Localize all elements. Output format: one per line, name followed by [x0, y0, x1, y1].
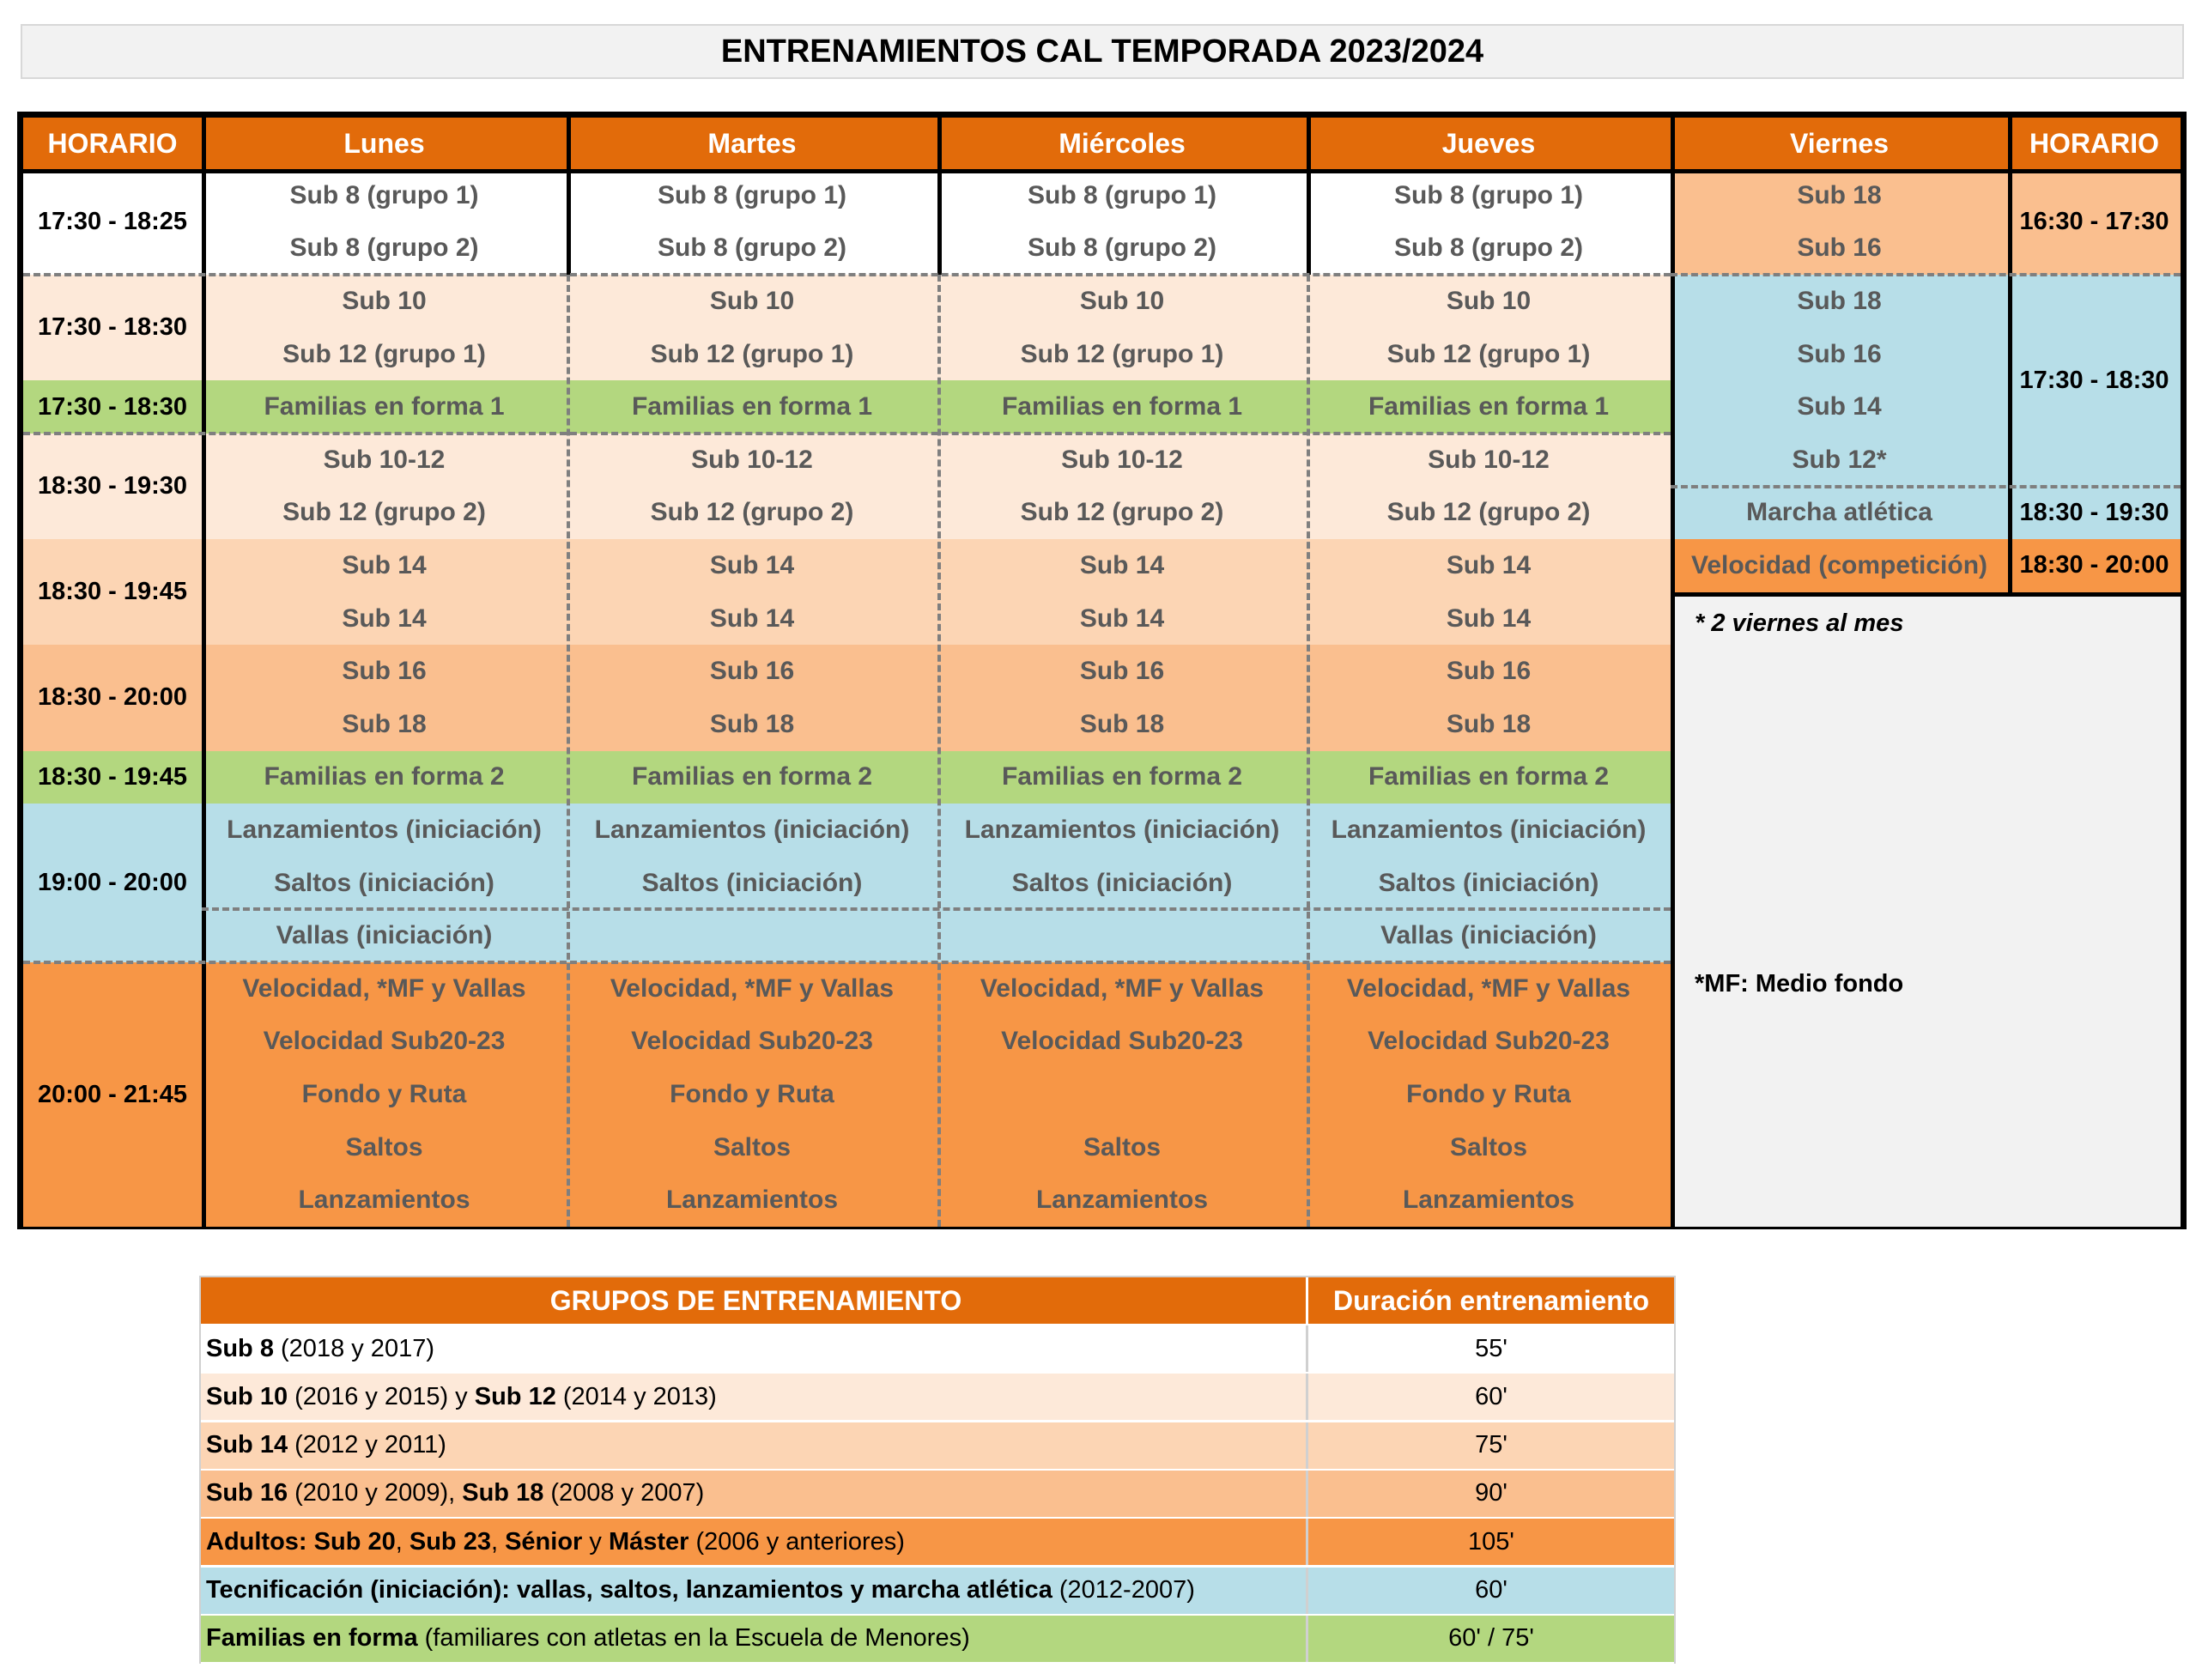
group-duration: 60' / 75': [1448, 1624, 1534, 1653]
class-cell-lunes: Sub 10-12: [202, 434, 567, 487]
group-years: y: [582, 1527, 609, 1556]
class-cell-viernes: Sub 18: [1671, 275, 2008, 328]
class-cell-viernes: Velocidad (competición): [1671, 539, 2008, 592]
class-cell-lunes: Fondo y Ruta: [202, 1068, 567, 1121]
grid-line: [1307, 169, 1311, 275]
header-lunes: Lunes: [202, 118, 567, 169]
class-cell-martes: Familias en forma 2: [567, 751, 937, 804]
time-slot-viernes: 17:30 - 18:30: [2008, 275, 2181, 486]
group-duration: 75': [1475, 1431, 1507, 1459]
group-name: [201, 1325, 1308, 1372]
group-label: Sénior: [505, 1527, 583, 1556]
group-duration: 105': [1468, 1527, 1514, 1556]
groups-row: [201, 1422, 1674, 1471]
group-label: Sub 14: [206, 1431, 288, 1459]
grid-line: [937, 118, 942, 169]
time-slot: 17:30 - 18:30: [23, 275, 202, 380]
class-cell-martes: Sub 12 (grupo 1): [567, 328, 937, 381]
time-slot: 18:30 - 19:30: [23, 434, 202, 539]
class-cell-jueves: Velocidad, *MF y Vallas: [1307, 962, 1671, 1016]
time-slot: 20:00 - 21:45: [23, 962, 202, 1227]
group-name: [201, 1568, 1308, 1614]
group-years: (2008 y 2007): [543, 1479, 705, 1507]
class-cell-martes: Sub 10-12: [567, 434, 937, 487]
schedule-table: [17, 112, 2187, 1229]
group-duration: 60': [1475, 1382, 1507, 1410]
class-cell-miercoles: Sub 14: [937, 539, 1307, 592]
group-name: [201, 1422, 1308, 1469]
class-cell-lunes: Sub 12 (grupo 1): [202, 328, 567, 381]
class-cell-miercoles: Saltos: [937, 1121, 1307, 1174]
class-cell-miercoles: [937, 1068, 1307, 1121]
class-cell-jueves: Sub 16: [1307, 645, 1671, 698]
class-cell-miercoles: Sub 18: [937, 698, 1307, 751]
group-label: Sub 23: [409, 1527, 491, 1556]
grid-line: [23, 169, 2181, 173]
groups-header-name: GRUPOS DE ENTRENAMIENTO: [201, 1277, 1308, 1324]
header-martes: Martes: [567, 118, 937, 169]
group-label: Familias en forma: [206, 1624, 418, 1653]
group-years: (2018 y 2017): [273, 1334, 434, 1362]
class-cell-martes: [567, 909, 937, 962]
grid-line: [202, 907, 1671, 911]
class-cell-martes: Sub 8 (grupo 1): [567, 169, 937, 222]
class-cell-lunes: Lanzamientos (iniciación): [202, 804, 567, 857]
groups-row: [201, 1325, 1674, 1374]
class-cell-miercoles: Lanzamientos: [937, 1174, 1307, 1227]
group-label: Sub 18: [462, 1479, 544, 1507]
class-cell-martes: Saltos: [567, 1121, 937, 1174]
class-cell-jueves: Familias en forma 2: [1307, 751, 1671, 804]
class-cell-jueves: Fondo y Ruta: [1307, 1068, 1671, 1121]
group-duration: 90': [1475, 1479, 1507, 1507]
class-cell-jueves: Sub 14: [1307, 539, 1671, 592]
class-cell-lunes: Saltos (iniciación): [202, 857, 567, 910]
time-slot: 17:30 - 18:30: [23, 380, 202, 434]
group-label: Sub 10: [206, 1382, 288, 1410]
class-cell-lunes: Familias en forma 1: [202, 380, 567, 434]
class-cell-jueves: Saltos (iniciación): [1307, 857, 1671, 910]
class-cell-viernes: Marcha atlética: [1671, 487, 2008, 540]
class-cell-lunes: Sub 14: [202, 539, 567, 592]
group-label: Máster: [608, 1527, 689, 1556]
groups-table: [199, 1276, 1676, 1664]
class-cell-martes: Sub 10: [567, 275, 937, 328]
class-cell-jueves: Saltos: [1307, 1121, 1671, 1174]
class-cell-miercoles: Familias en forma 1: [937, 380, 1307, 434]
group-name: [201, 1374, 1308, 1420]
groups-header-duration: Duración entrenamiento: [1332, 1284, 1650, 1316]
class-cell-lunes: Familias en forma 2: [202, 751, 567, 804]
group-label: Tecnificación (iniciación): vallas, saltos, lanzamientos y marcha atlética: [206, 1576, 1052, 1604]
group-years: (2010 y 2009),: [288, 1479, 463, 1507]
group-years: (2012 y 2011): [288, 1431, 446, 1459]
grid-line: [2008, 118, 2012, 592]
time-slot-viernes: 16:30 - 17:30: [2008, 169, 2181, 275]
class-cell-viernes: Sub 16: [1671, 222, 2008, 276]
class-cell-martes: Lanzamientos (iniciación): [567, 804, 937, 857]
header-miércoles: Miércoles: [937, 118, 1307, 169]
grid-line: [23, 432, 1671, 435]
group-label: Sub 12: [474, 1382, 556, 1410]
grid-line: [23, 961, 1671, 964]
class-cell-viernes: Sub 14: [1671, 380, 2008, 434]
class-cell-jueves: Familias en forma 1: [1307, 380, 1671, 434]
group-years: (2014 y 2013): [555, 1382, 717, 1410]
groups-row: [201, 1519, 1674, 1567]
group-name: [201, 1519, 1308, 1565]
class-cell-viernes: Sub 16: [1671, 328, 2008, 381]
class-cell-miercoles: Sub 8 (grupo 1): [937, 169, 1307, 222]
group-label: Sub 8: [206, 1334, 274, 1362]
time-slot: 17:30 - 18:25: [23, 169, 202, 275]
grid-line: [1307, 275, 1310, 1227]
groups-row: [201, 1374, 1674, 1422]
grid-line: [937, 169, 942, 275]
class-cell-miercoles: Velocidad Sub20-23: [937, 1016, 1307, 1069]
group-years: (2006 y anteriores): [689, 1527, 905, 1556]
class-cell-martes: Sub 18: [567, 698, 937, 751]
group-duration: 60': [1475, 1576, 1507, 1604]
class-cell-martes: Lanzamientos: [567, 1174, 937, 1227]
class-cell-jueves: Velocidad Sub20-23: [1307, 1016, 1671, 1069]
class-cell-martes: Saltos (iniciación): [567, 857, 937, 910]
class-cell-jueves: Sub 14: [1307, 592, 1671, 646]
class-cell-martes: Sub 14: [567, 592, 937, 646]
class-cell-lunes: Sub 16: [202, 645, 567, 698]
group-name: [201, 1471, 1308, 1517]
class-cell-miercoles: Familias en forma 2: [937, 751, 1307, 804]
class-cell-martes: Sub 8 (grupo 2): [567, 222, 937, 276]
class-cell-jueves: Vallas (iniciación): [1307, 909, 1671, 962]
group-years: ,: [395, 1527, 409, 1556]
page-title: ENTRENAMIENTOS CAL TEMPORADA 2023/2024: [21, 24, 2184, 79]
class-cell-miercoles: Sub 8 (grupo 2): [937, 222, 1307, 276]
time-slot: 18:30 - 19:45: [23, 751, 202, 804]
class-cell-miercoles: [937, 909, 1307, 962]
class-cell-miercoles: Sub 12 (grupo 1): [937, 328, 1307, 381]
group-label: Adultos: Sub 20: [206, 1527, 396, 1556]
time-slot: 18:30 - 19:45: [23, 539, 202, 645]
class-cell-jueves: Sub 10: [1307, 275, 1671, 328]
header-viernes: Viernes: [1671, 118, 2008, 169]
time-slot: 18:30 - 20:00: [23, 645, 202, 750]
class-cell-lunes: Sub 10: [202, 275, 567, 328]
notes-panel: [1671, 592, 2181, 1227]
header-horario-left: HORARIO: [23, 118, 202, 169]
class-cell-lunes: Velocidad Sub20-23: [202, 1016, 567, 1069]
grid-line: [937, 275, 941, 1227]
class-cell-lunes: Vallas (iniciación): [202, 909, 567, 962]
group-years: (2016 y 2015) y: [288, 1382, 475, 1410]
class-cell-martes: Sub 16: [567, 645, 937, 698]
class-cell-martes: Velocidad, *MF y Vallas: [567, 962, 937, 1016]
class-cell-martes: Familias en forma 1: [567, 380, 937, 434]
class-cell-miercoles: Sub 14: [937, 592, 1307, 646]
grid-line: [1671, 485, 2181, 488]
class-cell-miercoles: Sub 12 (grupo 2): [937, 487, 1307, 540]
class-cell-lunes: Sub 14: [202, 592, 567, 646]
class-cell-lunes: Sub 8 (grupo 1): [202, 169, 567, 222]
class-cell-martes: Fondo y Ruta: [567, 1068, 937, 1121]
header-horario-right: HORARIO: [2008, 118, 2181, 169]
grid-line: [567, 275, 570, 1227]
class-cell-miercoles: Sub 10: [937, 275, 1307, 328]
groups-row: [201, 1616, 1674, 1664]
grid-line: [23, 273, 1671, 276]
class-cell-jueves: Sub 12 (grupo 1): [1307, 328, 1671, 381]
class-cell-miercoles: Sub 16: [937, 645, 1307, 698]
header-jueves: Jueves: [1307, 118, 1671, 169]
note-mf: *MF: Medio fondo: [1695, 969, 1904, 998]
class-cell-lunes: Sub 8 (grupo 2): [202, 222, 567, 276]
groups-header: [201, 1277, 1674, 1325]
groups-row: [201, 1568, 1674, 1616]
class-cell-lunes: Sub 18: [202, 698, 567, 751]
class-cell-lunes: Lanzamientos: [202, 1174, 567, 1227]
class-cell-lunes: Sub 12 (grupo 2): [202, 487, 567, 540]
class-cell-viernes: Sub 12*: [1671, 434, 2008, 487]
class-cell-jueves: Sub 8 (grupo 2): [1307, 222, 1671, 276]
time-slot-viernes: 18:30 - 19:30: [2008, 487, 2181, 540]
class-cell-martes: Velocidad Sub20-23: [567, 1016, 937, 1069]
time-slot-viernes: 18:30 - 20:00: [2008, 539, 2181, 592]
group-years: ,: [490, 1527, 506, 1556]
grid-line: [1307, 118, 1311, 169]
group-name: [201, 1616, 1308, 1662]
grid-line: [1671, 592, 2181, 597]
group-years: (familiares con atletas en la Escuela de Menores): [417, 1624, 970, 1653]
grid-line: [567, 169, 571, 275]
class-cell-jueves: Sub 8 (grupo 1): [1307, 169, 1671, 222]
class-cell-viernes: Sub 18: [1671, 169, 2008, 222]
class-cell-miercoles: Saltos (iniciación): [937, 857, 1307, 910]
grid-line: [202, 118, 206, 1227]
grid-line: [1671, 273, 2181, 276]
grid-line: [567, 118, 571, 169]
group-duration: 55': [1475, 1334, 1507, 1362]
class-cell-lunes: Velocidad, *MF y Vallas: [202, 962, 567, 1016]
time-slot: 19:00 - 20:00: [23, 804, 202, 962]
class-cell-jueves: Sub 18: [1307, 698, 1671, 751]
grid-line: [1671, 118, 1675, 1227]
class-cell-jueves: Lanzamientos: [1307, 1174, 1671, 1227]
class-cell-miercoles: Velocidad, *MF y Vallas: [937, 962, 1307, 1016]
class-cell-jueves: Sub 10-12: [1307, 434, 1671, 487]
class-cell-miercoles: Lanzamientos (iniciación): [937, 804, 1307, 857]
class-cell-miercoles: Sub 10-12: [937, 434, 1307, 487]
class-cell-jueves: Lanzamientos (iniciación): [1307, 804, 1671, 857]
class-cell-lunes: Saltos: [202, 1121, 567, 1174]
note-viernes: * 2 viernes al mes: [1695, 609, 1904, 637]
class-cell-jueves: Sub 12 (grupo 2): [1307, 487, 1671, 540]
group-label: Sub 16: [206, 1479, 288, 1507]
class-cell-martes: Sub 12 (grupo 2): [567, 487, 937, 540]
class-cell-martes: Sub 14: [567, 539, 937, 592]
groups-row: [201, 1471, 1674, 1519]
group-years: (2012-2007): [1052, 1576, 1195, 1604]
